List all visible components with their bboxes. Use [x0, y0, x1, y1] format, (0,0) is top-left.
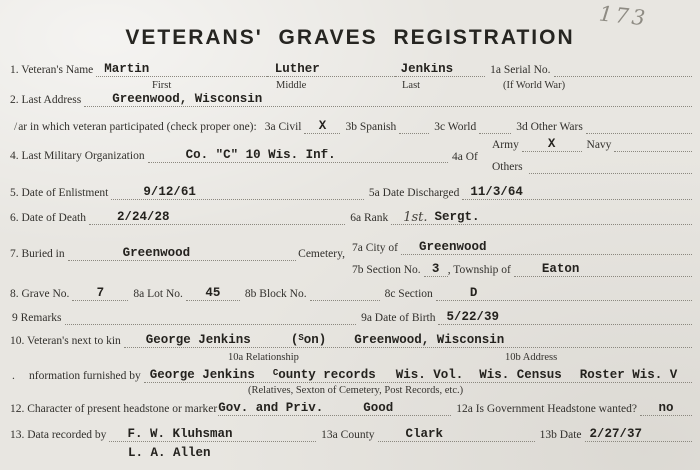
rank-handwritten-value: 1st.: [403, 211, 428, 225]
buried-in-line: [68, 247, 297, 261]
section-no-label: 7b Section No.: [352, 264, 421, 276]
field-headstone-character: [10, 400, 692, 416]
block-no-line: [310, 300, 380, 301]
enlistment-date-value: 9/12/61: [143, 186, 196, 199]
field-buried-in: [10, 245, 348, 261]
county-line: [378, 428, 535, 442]
grave-no-value: 7: [96, 287, 105, 300]
civil-war-line: [304, 120, 340, 134]
field-war-participated: [14, 118, 692, 134]
war-label: ar in which veteran participated (check proper one):: [18, 121, 257, 133]
if-world-war-sublabel: (If World War): [503, 80, 566, 91]
city-of-line: [401, 241, 692, 255]
field-cemetery-city: [352, 239, 692, 255]
navy-label: Navy: [586, 139, 612, 151]
first-name-line: [96, 63, 266, 77]
county-value: Clark: [405, 428, 444, 441]
field-data-recorded: [10, 426, 692, 442]
others-line: [529, 173, 692, 174]
address-sublabel: 10b Address: [505, 352, 558, 363]
field-grave: [10, 285, 692, 301]
war-label-prefix: /: [14, 121, 18, 133]
others-label: Others: [492, 161, 523, 173]
veteran-name-label: 1. Veteran's Name: [10, 64, 94, 76]
field-veteran-name: [10, 61, 692, 77]
information-label-prefix: .: [12, 370, 15, 382]
headstone-character-label: 12. Character of present headstone or marker: [10, 403, 218, 415]
last-address-label: 2. Last Address: [10, 94, 82, 106]
field-branch-army-navy: [492, 136, 692, 152]
grave-section-label: 8c Section: [384, 288, 433, 300]
military-organization-label: 4. Last Military Organization: [10, 150, 145, 162]
middle-name-value: Luther: [274, 63, 320, 76]
township-line: [514, 263, 692, 277]
next-of-kin-label: 10. Veteran's next to kin: [10, 335, 121, 347]
lot-no-label: 8a Lot No.: [133, 288, 183, 300]
form-title: VETERANS' GRAVES REGISTRATION: [125, 26, 575, 49]
navy-line: [614, 151, 692, 152]
last-address-line: [84, 93, 692, 107]
spanish-war-label: 3b Spanish: [345, 121, 397, 133]
army-line: [522, 138, 582, 152]
world-war-label: 3c World: [434, 121, 477, 133]
death-date-label: 6. Date of Death: [10, 212, 86, 224]
buried-in-label: 7. Buried in: [10, 248, 65, 260]
army-check: X: [547, 138, 556, 151]
birth-date-label: 9a Date of Birth: [361, 312, 436, 324]
source-roster-value: Roster Wis. V: [579, 368, 678, 382]
record-date-label: 13b Date: [539, 429, 582, 441]
army-label: Army: [492, 139, 519, 151]
grave-no-line: [72, 287, 128, 301]
field-next-of-kin: [10, 332, 692, 348]
lot-no-line: [186, 287, 240, 301]
second-recorder-value: L. A. Allen: [128, 446, 211, 460]
field-death-date: [10, 209, 692, 225]
kin-relationship-value: ($^S$on): [290, 333, 327, 347]
first-name-value: Martin: [104, 63, 150, 76]
township-value: Eaton: [541, 263, 580, 276]
death-date-line: [89, 211, 345, 225]
recorded-by-line: [109, 428, 316, 442]
cemetery-name-value: Greenwood: [122, 247, 191, 260]
recorded-by-label: 13. Data recorded by: [10, 429, 107, 441]
next-of-kin-line: [124, 332, 692, 348]
source-county-records-value: $^C$ounty records: [272, 368, 376, 382]
city-of-value: Greenwood: [419, 241, 487, 254]
field-branch-others: [492, 158, 692, 174]
lot-no-value: 45: [205, 287, 221, 300]
rank-typed-value: Sergt.: [434, 211, 480, 224]
headstone-wanted-label: 12a Is Government Headstone wanted?: [456, 403, 637, 415]
first-sublabel: First: [152, 80, 172, 91]
source-wis-vol-value: Wis. Vol.: [395, 368, 464, 382]
field-enlistment: [10, 184, 692, 200]
record-date-value: 2/27/37: [589, 428, 643, 441]
world-war-line: [479, 133, 511, 134]
field-section-township: [352, 261, 692, 277]
field-remarks: [12, 309, 692, 325]
birth-date-value: 5/22/39: [446, 311, 499, 324]
last-name-value: Jenkins: [400, 63, 454, 76]
grave-section-line: [436, 287, 692, 301]
recorder-name-value: F. W. Kluhsman: [127, 428, 233, 441]
kin-address-value: Greenwood, Wisconsin: [354, 333, 505, 347]
discharged-date-value: 11/3/64: [470, 186, 523, 199]
other-wars-label: 3d Other Wars: [516, 121, 583, 133]
civil-war-label: 3a Civil: [264, 121, 302, 133]
city-of-label: 7a City of: [352, 242, 398, 254]
township-label: , Township of: [447, 264, 511, 276]
discharged-label: 5a Date Discharged: [368, 187, 460, 199]
headstone-type-value: Gov. and Priv.: [218, 402, 324, 415]
information-sources-sublabel: (Relatives, Sexton of Cemetery, Post Records, etc.): [248, 385, 464, 396]
last-address-value: Greenwood, Wisconsin: [112, 93, 263, 106]
source-wis-census-value: Wis. Census: [479, 368, 562, 382]
record-date-line: [585, 428, 693, 442]
discharged-line: [462, 186, 692, 200]
source-name-value: George Jenkins: [149, 368, 255, 382]
headstone-condition-value: Good: [363, 402, 394, 415]
serial-no-label: 1a Serial No.: [490, 64, 551, 76]
civil-war-check: X: [318, 120, 327, 133]
military-organization-line: [148, 149, 448, 163]
spanish-war-line: [399, 133, 429, 134]
enlistment-line: [111, 186, 364, 200]
information-furnished-label: nformation furnished by: [29, 370, 141, 382]
last-sublabel: Last: [402, 80, 421, 91]
cemetery-label: Cemetery,: [298, 248, 345, 260]
middle-sublabel: Middle: [276, 80, 307, 91]
grave-section-value: D: [469, 287, 478, 300]
kin-name-value: George Jenkins: [145, 333, 251, 347]
remarks-label: 9 Remarks: [12, 312, 62, 324]
rank-label: 6a Rank: [350, 212, 389, 224]
grave-no-label: 8. Grave No.: [10, 288, 70, 300]
field-last-address: [10, 91, 692, 107]
field-military-organization: [10, 147, 448, 163]
block-no-label: 8b Block No.: [244, 288, 307, 300]
headstone-wanted-line: [640, 402, 692, 416]
of-label: 4a Of: [452, 151, 478, 163]
relationship-sublabel: 10a Relationship: [228, 352, 299, 363]
serial-no-line: [554, 76, 693, 77]
field-information-furnished: [12, 367, 692, 383]
enlistment-label: 5. Date of Enlistment: [10, 187, 109, 199]
page-number-handwritten: 173: [597, 1, 650, 31]
middle-name-line: [267, 63, 395, 77]
other-wars-line: [586, 133, 692, 134]
section-no-line: [424, 263, 448, 277]
death-date-value: 2/24/28: [117, 211, 170, 224]
rank-line: [391, 211, 692, 225]
information-sources-line: [144, 367, 692, 383]
last-name-line: [395, 63, 486, 77]
headstone-wanted-value: no: [658, 402, 674, 415]
county-label: 13a County: [321, 429, 375, 441]
headstone-character-line: [218, 402, 451, 416]
birth-date-line: [438, 311, 692, 325]
section-no-value: 3: [431, 263, 440, 276]
remarks-line: [65, 324, 357, 325]
military-organization-value: Co. "C" 10 Wis. Inf.: [185, 149, 336, 162]
